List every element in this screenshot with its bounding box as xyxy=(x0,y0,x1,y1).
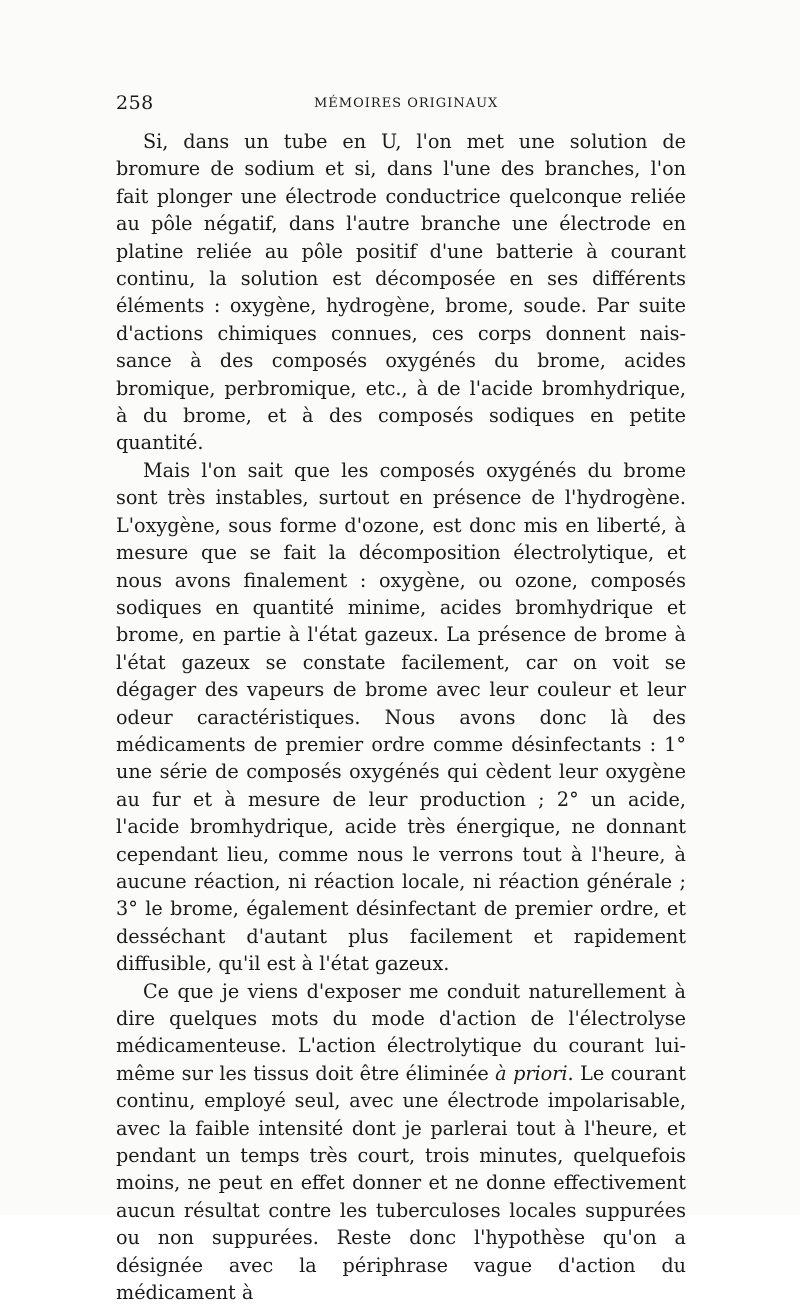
paragraph-bromine-compounds: Mais l'on sait que les composés oxygénés du brome sont très instables, surtout en présence de l'hydrogène. L'oxygène, sous forme d'ozone, est donc mis en liberté, à mesure que se fait la décomposition électrolytique, et nous avons finalement : oxygène, ou ozone, composés sodiques en quantité minime, acides bromhydrique et brome, en partie à l'état gazeux. La présence de brome à l'état gazeux se constate facilement, car on voit se dégager des vapeurs de brome avec leur couleur et leur odeur caractéristiques. Nous avons donc là des médicaments de premier ordre comme désinfectants : 1° une série de composés oxygénés qui cèdent leur oxygène au fur et à mesure de leur production ; 2° un acide, l'acide bromhydrique, acide très énergique, ne donnant cependant lieu, comme nous le verrons tout à l'heure, à aucune réaction, ni réaction locale, ni réaction générale ; 3° le brome, également désinfectant de premier ordre, et desséchant d'autant plus facilement et rapidement diffusible, qu'il est à l'état gazeux. xyxy=(116,458,686,976)
paragraph-text-after: . Le courant continu, employé seul, avec une électrode impolarisable, avec la faible intensité dont je parlerai tout à l'heure, et pendant un temps très court, trois minutes, quelquefois moins, ne peut en effet donner et ne donne effectivement aucun résultat contre les tuberculoses locales suppurées ou non suppurées. Reste donc l'hypothèse qu'on a désignée avec la périphrase vague d'action du médicament à xyxy=(116,1061,687,1305)
running-head xyxy=(116,92,686,118)
running-title: MÉMOIRES ORIGINAUX xyxy=(314,96,499,111)
paragraph-text-before: Ce que je viens d'exposer me conduit naturellement à dire quelques mots du mode d'action de l'électrolyse médicamenteuse. L'action électrolytique du courant lui-même sur les tissus doit être éliminée xyxy=(116,979,686,1085)
paragraph-mode-of-action xyxy=(116,978,686,1306)
body-text xyxy=(116,128,686,1306)
paragraph-electrolysis-setup: Si, dans un tube en U, l'on met une solution de bromure de sodium et si, dans l'une des branches, l'on fait plonger une électrode conductrice quelconque reliée au pôle négatif, dans l'autre branche une électrode en platine reliée au pôle positif d'une batterie à courant continu, la solution est décomposée en ses différents éléments : oxygène, hydrogène, brome, soude. Par suite d'actions chimiques connues, ces corps donnent naissance à des composés oxygénés du brome, acides bromique, perbromique, etc., à de l'acide bromhydrique, à du brome, et à des composés sodiques en petite quantité. xyxy=(116,130,686,455)
page-number: 258 xyxy=(116,92,154,114)
paragraph-italic-a-priori: à priori xyxy=(495,1061,568,1085)
